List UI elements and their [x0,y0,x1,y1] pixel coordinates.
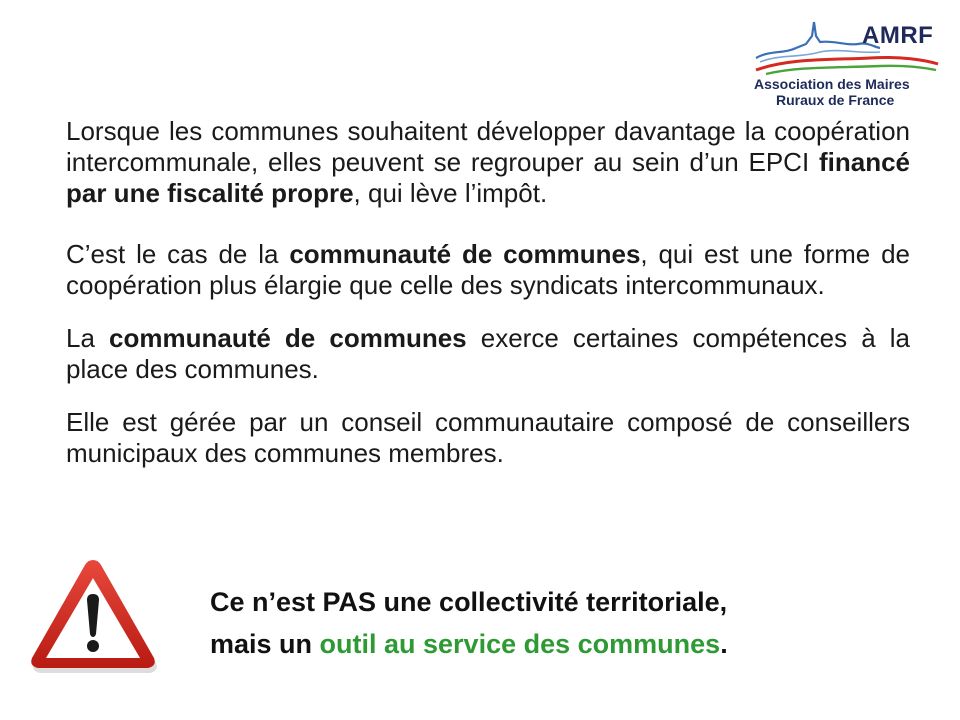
paragraph-conseil [66,407,910,469]
logo-name-line1: Association des Maires [754,76,910,92]
paragraph-communaute [66,239,910,301]
warning-line-2 [210,623,910,665]
paragraph-text: , qui est une forme de coopération plus élargie que celle des syndicats intercommunaux. [66,239,910,300]
paragraph-emphasis: communauté de communes [289,239,641,269]
amrf-logo [750,14,945,114]
paragraph-text: exerce certaines compétences à la place des communes. [66,323,910,384]
warning-line-1: Ce n’est PAS une collectivité territoriale, [210,587,728,617]
warning-highlight: outil au service des communes [319,629,721,659]
paragraph-epci [66,116,910,209]
logo-acronym: AMRF [862,22,934,49]
paragraph-text: C’est le cas de la [66,239,290,269]
warning-message [210,581,910,665]
paragraph-text: , qui lève l’impôt. [353,178,548,208]
warning-line-2-end: . [720,629,728,659]
paragraph-text: La [66,323,110,353]
main-text [66,112,910,469]
paragraph-emphasis: financé par une fiscalité propre [66,147,910,208]
paragraph-emphasis: communauté de communes [109,323,467,353]
warning-icon [26,556,160,676]
paragraph-text: Lorsque les communes souhaitent développer davantage la coopération intercommunale, elles peuvent se regrouper au sein d’un EPCI [66,116,910,177]
logo-name-line2: Ruraux de France [776,92,895,108]
paragraph-competences [66,323,910,385]
paragraph-text: Elle est gérée par un conseil communautaire composé de conseillers municipaux des communes membres. [66,407,910,468]
warning-line-2-start: mais un [210,629,320,659]
